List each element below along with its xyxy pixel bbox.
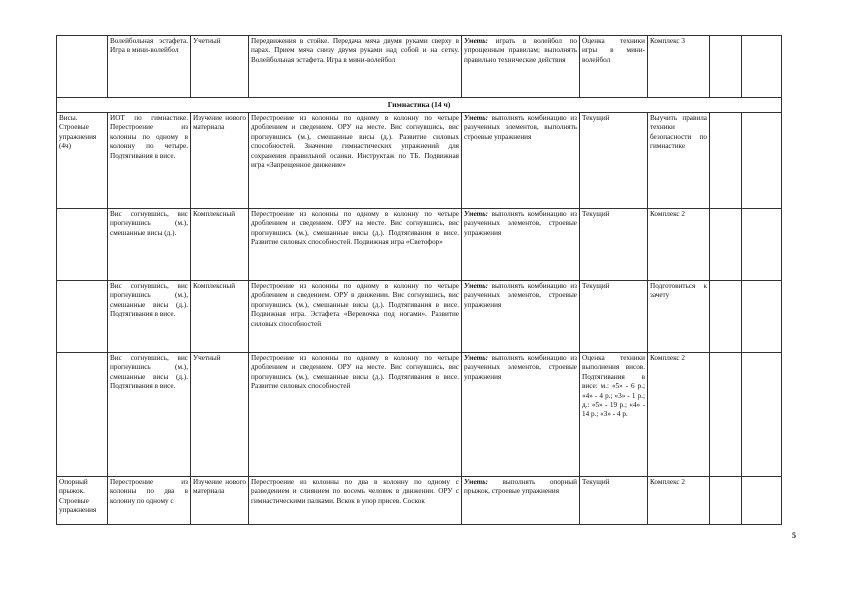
homework-cell: Подготовиться к зачету	[648, 281, 710, 353]
topic-cell	[57, 353, 108, 477]
table-row	[57, 209, 782, 281]
table-row	[57, 36, 782, 98]
homework-cell: Комплекс 3	[648, 36, 710, 98]
requirements-label: Уметь:	[464, 210, 488, 218]
control-cell: Оценка техники выполнения висов. Подтягивания в висе: м.: «5» - 6 р.; «4» - 4 р.; «3» - 1 р.; д.: «5» - 19 р.; «4» - 14 р.; «3» - 4 р.	[580, 353, 648, 477]
activity-cell: Передвижения в стойке. Передача мяча двумя руками сверху в парах. Прием мяча снизу двумя руками над собой и на сетку. Волейбольная эстафета. Игра в мини-волейбол	[249, 36, 462, 98]
content-cell: Вис согнувшись, вис прогнувшись (м.), смешанные висы (д.).	[108, 209, 191, 281]
content-cell: Вис согнувшись, вис прогнувшись (м.), смешанные висы (д.). Подтягивания в висе.	[108, 281, 191, 353]
content-cell: Перестроение из колонны по два в колонну по одному с	[108, 477, 191, 525]
control-cell: Оценка техники игры в мини-волейбол	[580, 36, 648, 98]
extra-cell	[710, 477, 742, 525]
page-number: 5	[792, 531, 796, 540]
content-cell: Волейбольная эстафета. Игра в мини-волейбол	[108, 36, 191, 98]
control-cell: Текущий	[580, 209, 648, 281]
requirements-label: Уметь:	[464, 37, 488, 45]
requirements-text: выполнять опорный прыжок, строевые упражнения	[464, 478, 577, 496]
extra-cell	[710, 113, 742, 209]
topic-cell	[57, 281, 108, 353]
requirements-text: выполнять комбинацию из разученных элементов, строевые упражнения	[464, 354, 577, 381]
requirements-label: Уметь:	[464, 114, 488, 122]
lesson-type-cell: Учетный	[191, 36, 249, 98]
topic-cell	[57, 36, 108, 98]
lesson-type-cell: Изучение нового материала	[191, 113, 249, 209]
requirements-cell	[462, 113, 580, 209]
requirements-cell	[462, 36, 580, 98]
extra-cell	[710, 36, 742, 98]
requirements-text: выполнять комбинацию из разученных элементов, строевые упражнения	[464, 210, 577, 237]
topic-cell: Висы. Строевые упражнения (4ч)	[57, 113, 108, 209]
requirements-text: играть в волейбол по упрощенным правилам; выполнять правильно технические действия	[464, 37, 577, 64]
homework-cell: Выучить правила техники безопасности по гимнастике	[648, 113, 710, 209]
extra-cell	[710, 353, 742, 477]
section-title: Гимнастика (14 ч)	[57, 98, 782, 113]
extra-cell	[742, 281, 782, 353]
extra-cell	[742, 113, 782, 209]
lesson-type-cell: Комплексный	[191, 209, 249, 281]
extra-cell	[742, 36, 782, 98]
lesson-type-cell: Комплексный	[191, 281, 249, 353]
requirements-cell	[462, 281, 580, 353]
control-cell: Текущий	[580, 477, 648, 525]
table-row	[57, 353, 782, 477]
extra-cell	[742, 477, 782, 525]
requirements-cell	[462, 477, 580, 525]
homework-cell: Комплекс 2	[648, 477, 710, 525]
requirements-text: выполнять комбинацию из разученных элементов, выполнять строевые упражнения	[464, 114, 577, 141]
control-cell: Текущий	[580, 113, 648, 209]
content-cell: ИОТ по гимнастике. Перестроение из колонны по одному в колонну по четыре. Подтягивания в висе.	[108, 113, 191, 209]
control-cell: Текущий	[580, 281, 648, 353]
requirements-label: Уметь:	[464, 478, 488, 486]
activity-cell: Перестроение из колонны по одному в колонну по четыре дроблением и сведением. ОРУ на месте. Вис согнувшись, вис прогнувшись (м.), смешанные висы (д.). Подтягивания в висе. Развитие силовых способностей. Подвижная игра «Светофор»	[249, 209, 462, 281]
activity-cell: Перестроение из колонны по одному в колонну по четыре дроблением и сведением. ОРУ в движении. Вис согнувшись, вис прогнувшись (м.), смешанные висы (д.). Подтягивания в висе. Подвижная игра. Эстафета «Веревочка под ногами». Развитие силовых способностей	[249, 281, 462, 353]
requirements-label: Уметь:	[464, 282, 488, 290]
extra-cell	[742, 209, 782, 281]
table-row	[57, 477, 782, 525]
homework-cell: Комплекс 2	[648, 209, 710, 281]
content-cell: Вис согнувшись, вис прогнувшись (м.), смешанные висы (д.). Подтягивания в висе.	[108, 353, 191, 477]
extra-cell	[742, 353, 782, 477]
table-row	[57, 281, 782, 353]
lesson-type-cell: Учетный	[191, 353, 249, 477]
requirements-text: выполнять комбинацию из разученных элементов, строевые упражнения	[464, 282, 577, 309]
extra-cell	[710, 209, 742, 281]
extra-cell	[710, 281, 742, 353]
lesson-plan-table	[56, 35, 782, 525]
topic-cell: Опорный прыжок. Строевые упражнения	[57, 477, 108, 525]
topic-cell	[57, 209, 108, 281]
requirements-cell	[462, 353, 580, 477]
homework-cell: Комплекс 2	[648, 353, 710, 477]
table-row	[57, 113, 782, 209]
requirements-label: Уметь:	[464, 354, 488, 362]
activity-cell: Перестроение из колонны по два в колонну по одному с разведением и слиянием по восемь человек в движении. ОРУ с гимнастическими палками. Вскок в упор присев. Соскок	[249, 477, 462, 525]
requirements-cell	[462, 209, 580, 281]
section-row	[57, 98, 782, 113]
activity-cell: Перестроение из колонны по одному в колонну по четыре дроблением и сведением. ОРУ на месте. Вис согнувшись, вис прогнувшись (м.), смешанные висы (д.). Развитие силовых способностей. Значение гимнастических упражнений для сохранения правильной осанки. Инструктаж по ТБ. Подвижная игра «Запрещенное движение»	[249, 113, 462, 209]
activity-cell: Перестроение из колонны по одному в колонну по четыре дроблением и сведением. ОРУ на месте. Вис согнувшись, вис прогнувшись (м.), смешанные висы (д.). Подтягивания в висе. Развитие силовых способностей	[249, 353, 462, 477]
lesson-type-cell: Изучение нового материала	[191, 477, 249, 525]
